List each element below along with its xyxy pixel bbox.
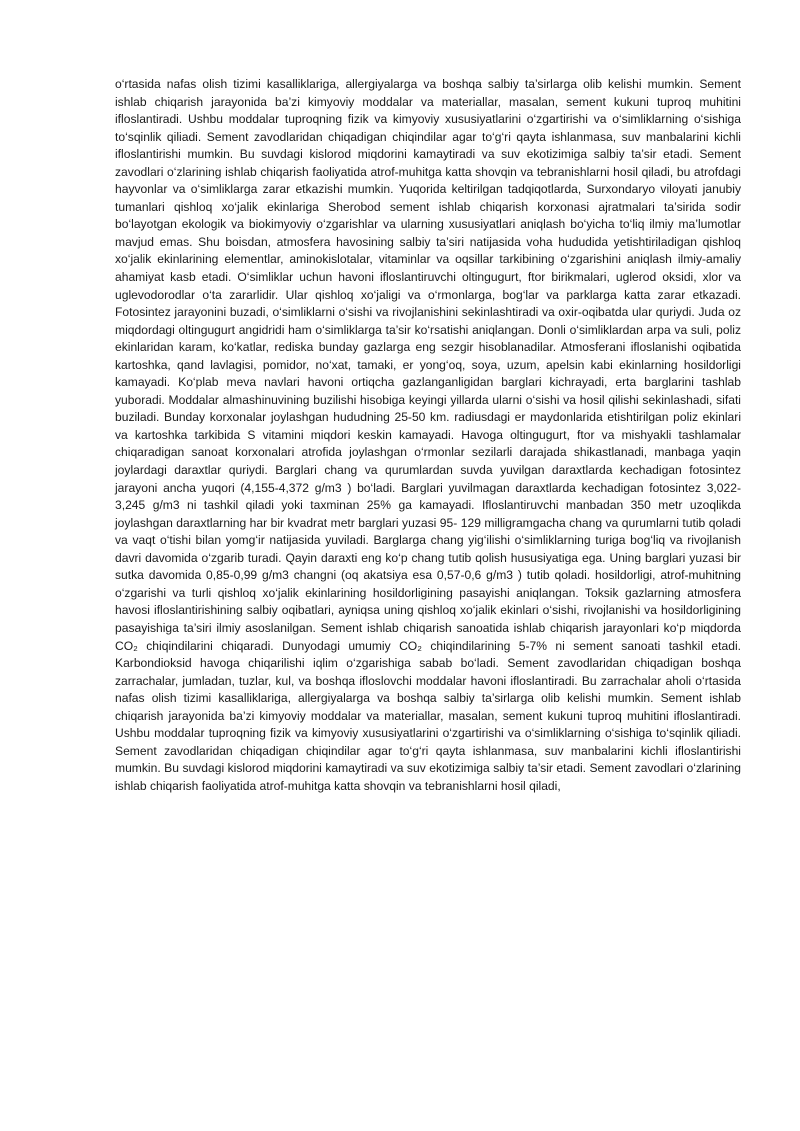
body-paragraph: o‘rtasida nafas olish tizimi kasalliklariga, allergiyalarga va boshqa salbiy ta’sirlarga olib kelishi mumkin. Sement ishlab chiqarish jarayonida ba’zi kimyoviy moddalar va materiallar, masalan, sement kukuni tuproq muhitini ifloslantiradi. Ushbu moddalar tuproqning fizik va kimyoviy xususiyatlarini o‘zgartirishi va o‘simliklarning o‘sishiga to‘sqinlik qiliadi. Sement zavodlaridan chiqadigan chiqindilar agar to‘g‘ri qayta ishlanmasa, suv manbalarini kichli ifloslantirishi mumkin. Bu suvdagi kislorod miqdorini kamaytiradi va suv ekotizimiga salbiy ta’sir etadi. Sement zavodlari o‘zlarining ishlab chiqarish faoliyatida atrof-muhitga katta shovqin va tebranishlarni hosil qiladi, bu atrofdagi hayvonlar va o‘simliklarga zarar etkazishi mumkin. Yuqorida keltirilgan tadqiqotlarda, Surxondaryo viloyati janubiy tumanlari qishloq xo‘jalik ekinlariga Sherobod sement ishlab chiqarish korxonasi ajratmalari ta’sirida sodir bo‘layotgan ekologik va biokimyoviy o‘zgarishlar va ularning xususiyatlari aniqlash bo‘yicha to‘liq ilmiy ma’lumotlar mavjud emas. Shu boisdan, atmosfera havosining salbiy ta’siri natijasida voha hududida yetishtiriladigan qishloq xo‘jalik ekinlarining elementlar, aminokislotalar, vitaminlar va oqsillar tarkibining o‘zgarishini aniqlash ilmiy-amaliy ahamiyat kasb etadi. O‘simliklar uchun havoni ifloslantiruvchi oltingugurt, ftor birikmalari, uglerod oksidi, xlor va uglevodorodlar o‘ta zararlidir. Ular qishloq xo‘jaligi va o‘rmonlarga, bog‘lar va parklarga katta zarar etkazadi. Fotosintez jarayonini buzadi, o‘simliklarni o‘sishi va rivojlanishini sekinlashtiradi va oxir-oqibatda ular quriydi. Juda oz miqdordagi oltingugurt angidridi ham o‘simliklarga ta’sir ko‘rsatishi aniqlangan. Donli o‘simliklardan arpa va suli, poliz ekinlaridan karam, ko‘katlar, rediska bunday gazlarga eng sezgir hisoblanadilar. Atmosferani ifloslanishi oqibatida kartoshka, qand lavlagisi, pomidor, no‘xat, tamaki, er yong‘oq, soya, uzum, apelsin kabi ekinlarning hosildorligi kamayadi. Ko‘plab meva navlari havoni ortiqcha gazlanganligidan barglari kichrayadi, erta barglarini tashlab yuboradi. Moddalar almashinuvining buzilishi hisobiga keyingi yillarda ularni o‘sishi va hosil qilishi sekinlashadi, sifati buziladi. Bunday korxonalar joylashgan hududning 25-50 km. radiusdagi er maydonlarida etishtirilgan poliz ekinlari va kartoshka tarkibida S vitamini miqdori keskin kamayadi. Havoga oltingugurt, ftor va mishyakli tashlamalar chiqaradigan sanoat korxonalari atrofida joylashgan o‘rmonlar sezilarli darajada shikastlanadi, manbaga yaqin joylardagi daraxtlar quriydi. Barglari chang va qurumlardan suvda yuvilgan daraxtlarda kechadigan fotosintez jarayoni ancha yuqori (4,155-4,372 g/m3 ) bo‘ladi. Barglari yuvilmagan daraxtlarda kechadigan fotosintez 3,022-3,245 g/m3 ni tashkil qiladi yoki taxminan 25% ga kamayadi. Ifloslantiruvchi manbadan 350 metr uzoqlikda joylashgan daraxtlarning har bir kvadrat metr barglari yuzasi 95- 129 milligramgacha chang va qurumlarni tutib qoladi va vaqt o‘tishi bilan yomg‘ir natijasida yuviladi. Barglarga chang yig‘ilishi o‘simliklarning turiga bog‘liq va rivojlanish davri davomida o‘zgarib turadi. Qayin daraxti eng ko‘p chang tutib qolish hususiyatiga ega. Uning barglari yuzasi bir sutka davomida 0,85-0,99 g/m3 changni (oq akatsiya esa 0,57-0,6 g/m3 ) tutib qoladi. hosildorligi, atrof-muhitning o‘zgarishi va turli qishloq xo‘jalik ekinlarining hosildorligining pasayishi aniqlangan. Toksik gazlarning atmosfera havosi ifloslantirishining salbiy oqibatlari, ayniqsa uning qishloq xo‘jalik ekinlari o‘sishi, rivojlanishi va hosildorligining pasayishiga ta’siri ilmiy asoslanilgan. Sement ishlab chiqarish sanoatida ishlab chiqarish jarayonlari ko‘p miqdorda CO₂ chiqindilarini chiqaradi. Dunyodagi umumiy CO₂ chiqindilarining 5-7% ni sement sanoati tashkil etadi. Karbondioksid havoga chiqarilishi iqlim o‘zgarishiga sabab bo‘ladi. Sement zavodlaridan chiqadigan boshqa zarrachalar, jumladan, tuzlar, kul, va boshqa ifloslovchi moddalar havoni ifloslantiradi. Bu zarrachalar aholi o‘rtasida nafas olish tizimi kasalliklariga, allergiyalarga va boshqa salbiy ta’sirlarga olib kelishi mumkin. Sement ishlab chiqarish jarayonida ba’zi kimyoviy moddalar va materiallar, masalan, sement kukuni tuproq muhitini ifloslantiradi. Ushbu moddalar tuproqning fizik va kimyoviy xususiyatlarini o‘zgartirishi va o‘simliklarning o‘sishiga to‘sqinlik qiliadi. Sement zavodlaridan chiqadigan chiqindilar agar to‘g‘ri qayta ishlanmasa, suv manbalarini kichli ifloslantirishi mumkin. Bu suvdagi kislorod miqdorini kamaytiradi va suv ekotizimiga salbiy ta’sir etadi. Sement zavodlari o‘zlarining ishlab chiqarish faoliyatida atrof-muhitga katta shovqin va tebranishlarni hosil qiladi, [115, 77, 741, 793]
document-page [115, 76, 741, 795]
